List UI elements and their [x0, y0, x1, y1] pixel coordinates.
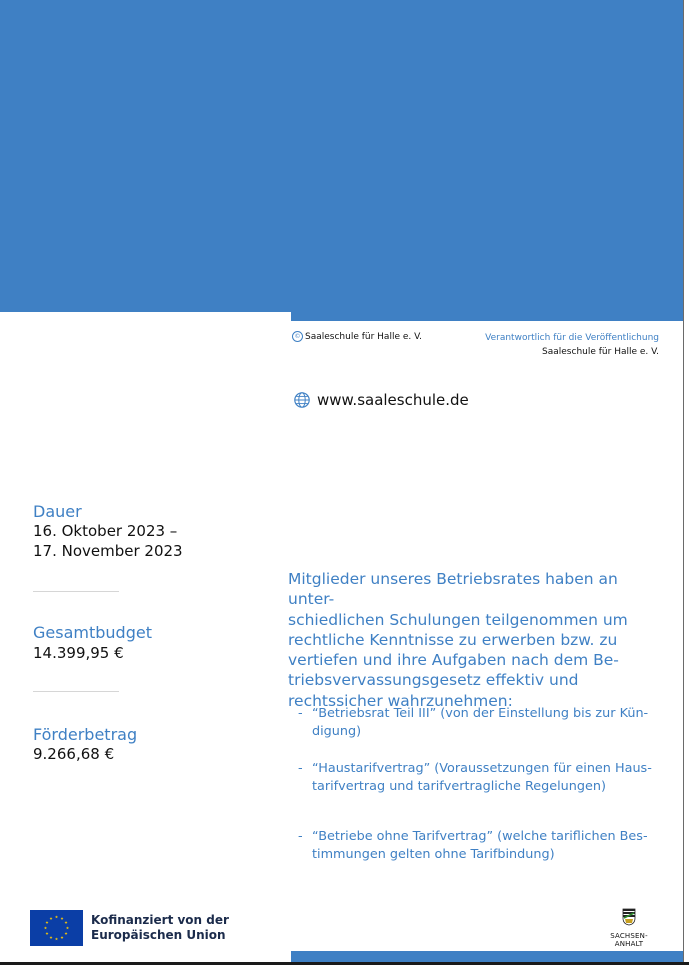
list-item [298, 828, 670, 863]
funding-value: 9.266,68 € [33, 745, 115, 763]
eu-cofunding-text [91, 913, 229, 943]
list-item-line: digung) [312, 723, 362, 739]
list-item-line: tarifvertrag und tarifvertragliche Regelungen) [312, 778, 607, 794]
copyright-text: Saaleschule für Halle e. V. [305, 331, 422, 342]
duration-label: Dauer [33, 502, 82, 521]
list-item [298, 760, 670, 795]
bullet-marker: - [298, 706, 303, 721]
bullet-marker: - [298, 761, 303, 776]
list-item-line: “Betriebe ohne Tarifvertrag” (welche tariflichen Bes- [312, 829, 648, 844]
list-item-line: timmungen gelten ohne Tarifbindung) [312, 846, 555, 862]
copyright-icon: © [292, 331, 303, 342]
cover-color-band [0, 0, 683, 312]
list-item [298, 705, 670, 740]
bullet-marker: - [298, 829, 303, 844]
state-label: SACHSEN-ANHALT [610, 932, 648, 948]
eu-text-line: Europäischen Union [91, 928, 226, 942]
globe-icon [293, 391, 311, 409]
responsible-label: Verantwortlich für die Veröffentlichung [485, 333, 659, 343]
intro-paragraph [288, 569, 668, 711]
eu-text-line: Kofinanziert von der [91, 913, 229, 927]
copyright-line [292, 331, 422, 342]
eu-flag-icon [30, 910, 83, 946]
panel-bottom-rule [291, 951, 683, 962]
coat-of-arms-icon [622, 908, 636, 926]
intro-line: schiedlichen Schulungen teilgenommen um [288, 610, 628, 629]
funding-label: Förderbetrag [33, 725, 138, 744]
website-link[interactable]: www.saaleschule.de [317, 391, 469, 409]
sachsen-anhalt-logo [601, 908, 657, 948]
duration-line-1: 16. Oktober 2023 – [33, 522, 178, 540]
responsible-value: Saaleschule für Halle e. V. [542, 347, 659, 357]
divider [33, 591, 119, 592]
website-line[interactable] [293, 391, 469, 409]
duration-line-2: 17. November 2023 [33, 542, 183, 560]
page-edge [683, 0, 689, 965]
panel-top-rule [291, 312, 683, 321]
eu-cofunding-logo [30, 910, 229, 946]
list-item-line: “Betriebsrat Teil III” (von der Einstellung bis zur Kün- [312, 706, 649, 721]
intro-line: vertiefen und ihre Aufgaben nach dem Be- [288, 651, 619, 670]
budget-label: Gesamtbudget [33, 623, 152, 642]
budget-value: 14.399,95 € [33, 644, 124, 662]
responsible-block [485, 331, 659, 359]
intro-line: triebsvervassungsgesetz effektiv und [288, 671, 579, 690]
list-item-line: “Haustarifvertrag” (Voraussetzungen für einen Haus- [312, 761, 652, 776]
intro-line: rechtliche Kenntnisse zu erwerben bzw. zu [288, 630, 618, 649]
divider [33, 691, 119, 692]
intro-line: rechtssicher wahrzunehmen: [288, 691, 513, 710]
intro-line: Mitglieder unseres Betriebsrates haben an unter- [288, 570, 618, 609]
